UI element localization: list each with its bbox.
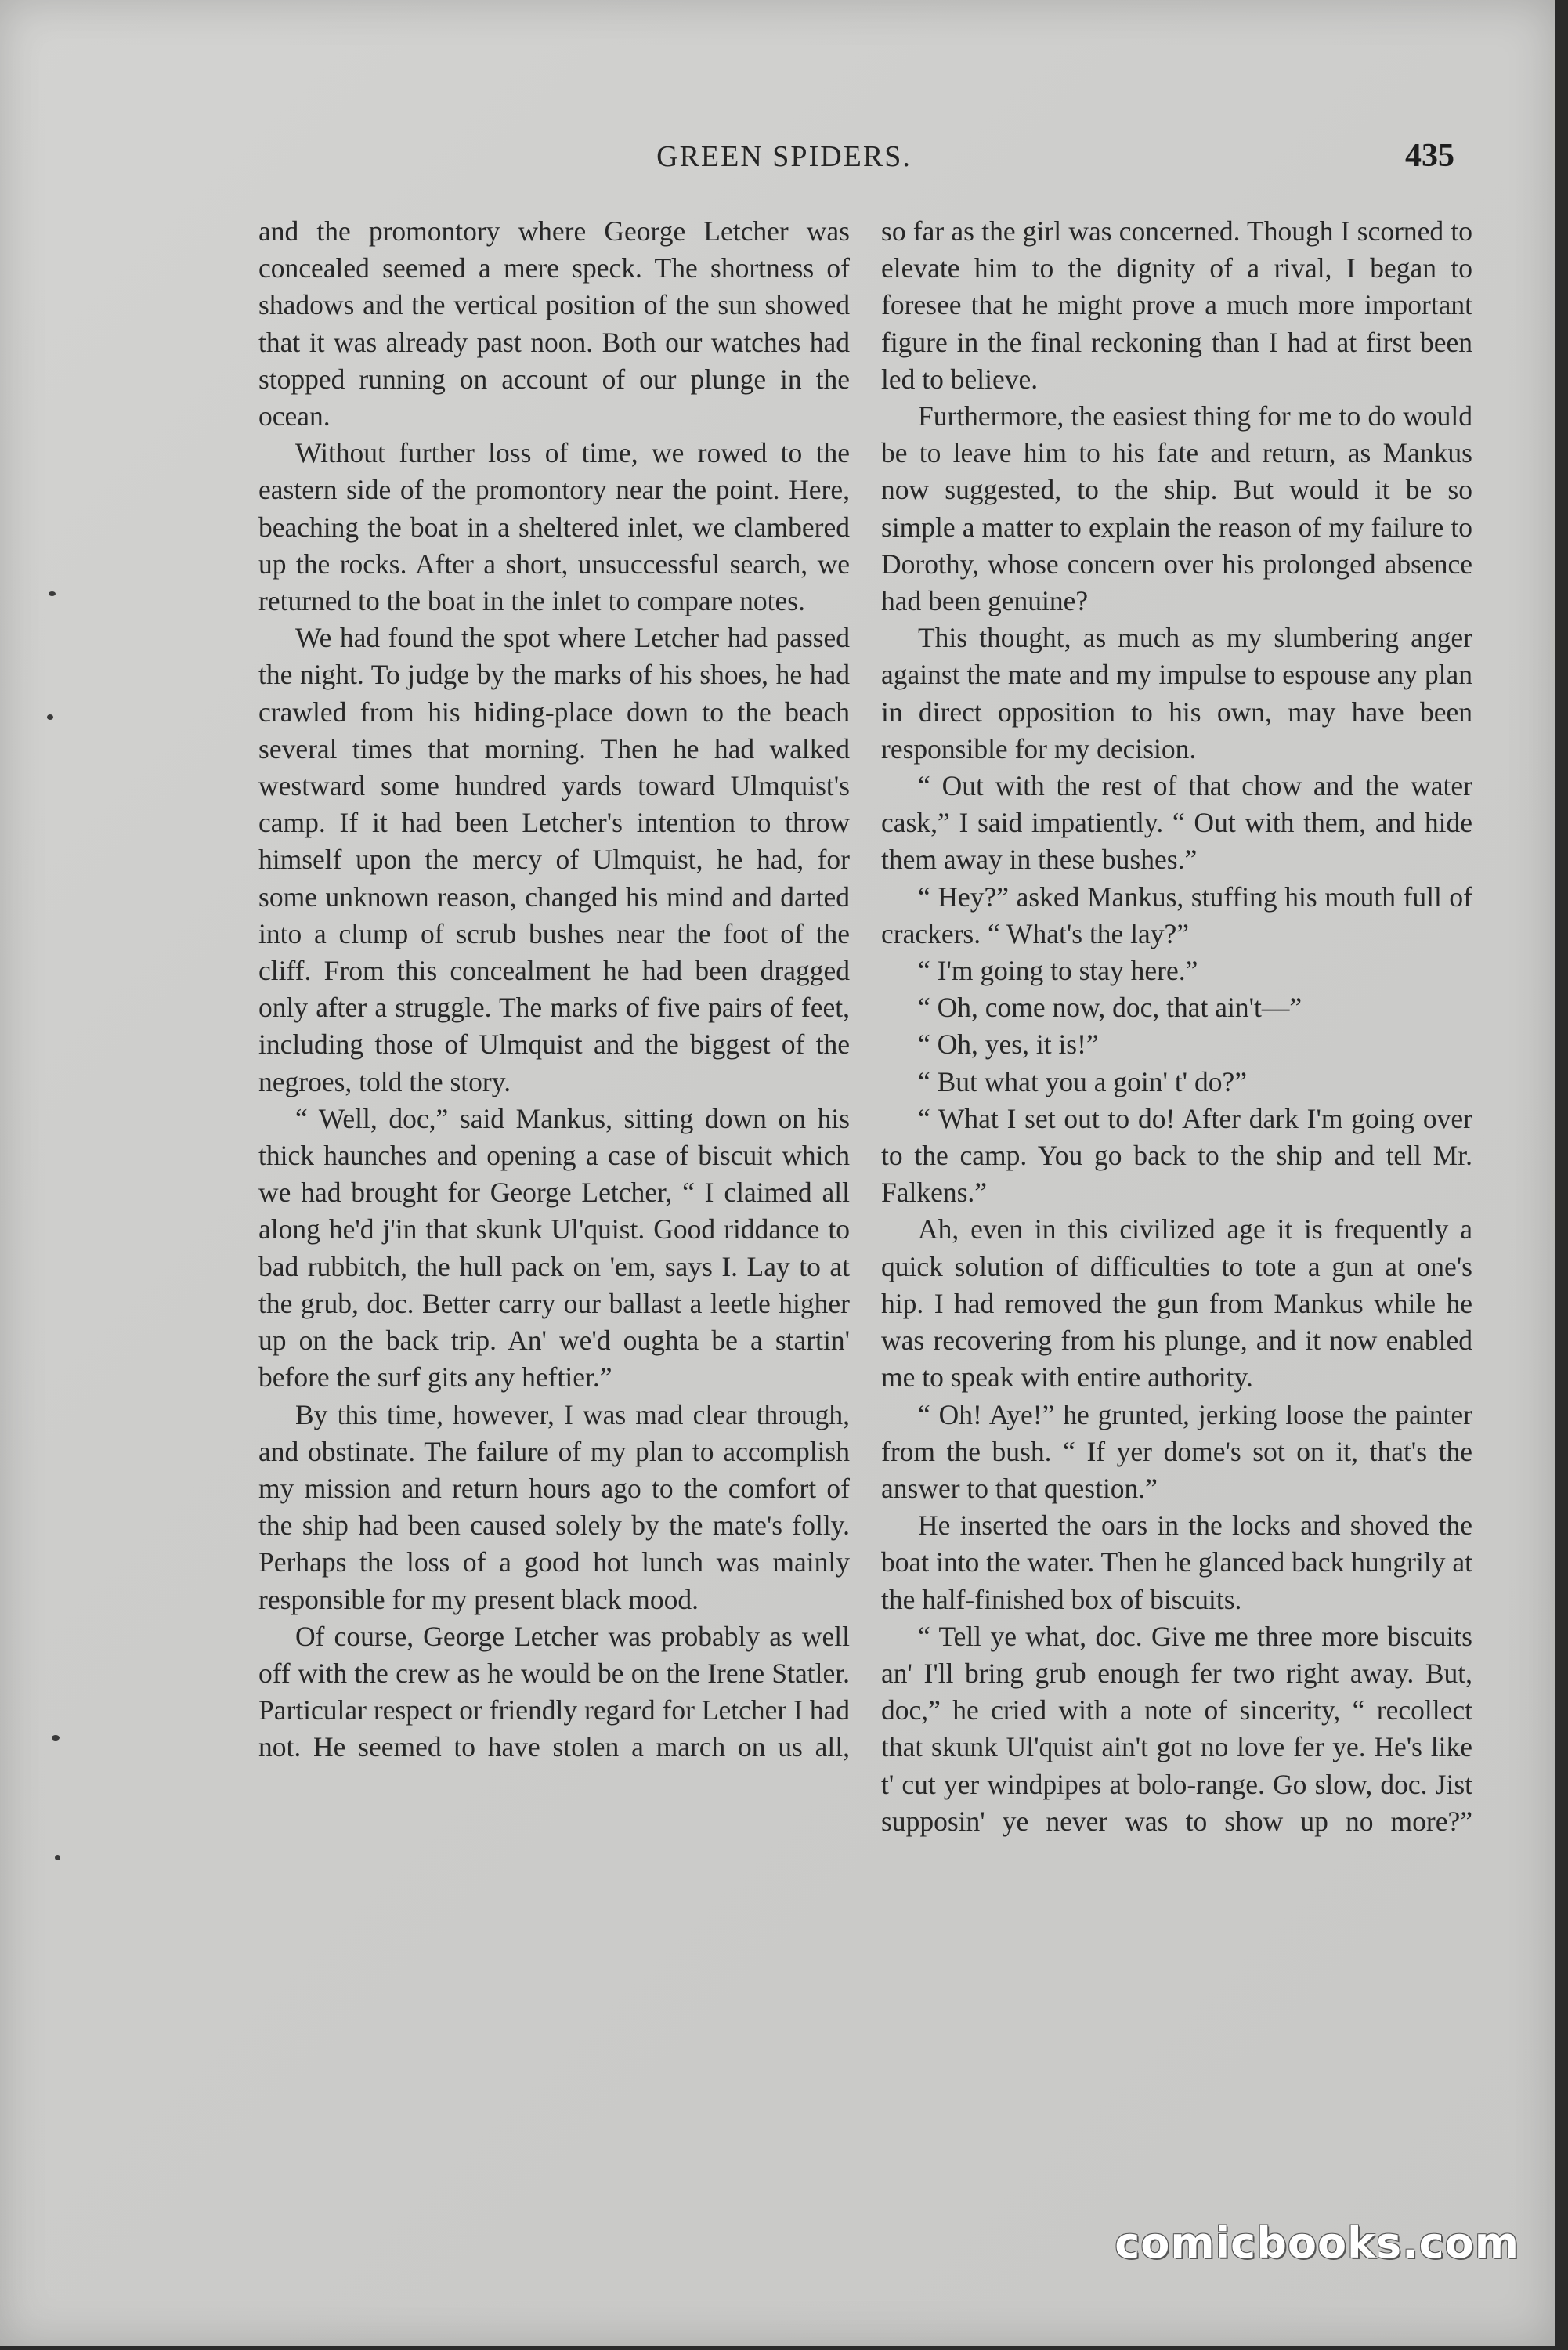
paragraph: “ Out with the rest of that chow and the water cask,” I said impatiently. “ Out with them, and hide them away in these bushes.” — [881, 770, 1472, 876]
paragraph: We had found the spot where Letcher had passed the night. To judge by the marks of his shoes, he had crawled from his hiding-place down to the beach several times that morning. Then he had walked westward some hundred yards toward Ulmquist's camp. If it had been Letcher's intention to throw himself upon the mercy of Ulmquist, he had, for some unknown reason, changed his mind and darted into a clump of scrub bushes near the foot of the cliff. From this concealment he had been dragged only after a struggle. The marks of five pairs of feet, including those of Ulmquist and the biggest of the negroes, told the story. — [258, 622, 850, 1097]
paragraph: “ Hey?” asked Mankus, stuffing his mouth full of crackers. “ What's the lay?” — [881, 880, 1472, 949]
paragraph: “ Well, doc,” said Mankus, sitting down on his thick haunches and opening a case of biscuit which we had brought for George Letcher, “ I claimed all along he'd j'in that skunk Ul'quist. Good riddance to bad rubbitch, the hull pack on 'em, says I. Lay to at the grub, doc. Better carry our ballast a leetle higher up on the back trip. An' we'd oughta be a startin' before the surf gits any heftier.” — [258, 1102, 850, 1394]
paragraph: “ I'm going to stay here.” — [918, 955, 1198, 987]
paragraph: Ah, even in this civilized age it is frequently a quick solution of difficulties to tote a gun at one's hip. I had removed the gun from Mankus while he was recovering from his plunge, and it now enabled me to speak with entire authority. — [881, 1213, 1472, 1394]
paragraph: “ Tell ye what, doc. Give me three more biscuits an' I'll bring grub enough fer two right away. But, doc,” he cried with a note of sincerity, “ recollect that skunk Ul'quist ain't got no love fer ye. He's like t' cut yer windpipes at bolo-range. Go slow, doc. Jist supposin' ye never was to show up no more?” — [881, 1620, 1472, 1837]
running-header-title: GREEN SPIDERS. — [656, 140, 912, 173]
paragraph: “ Oh, come now, doc, that ain't—” — [918, 992, 1302, 1024]
binding-hole-mark — [55, 1855, 60, 1860]
right-column — [881, 213, 1472, 1840]
paragraph: He inserted the oars in the locks and shoved the boat into the water. Then he glanced back hungrily at the half-finished box of biscuits. — [881, 1509, 1472, 1615]
page-number: 435 — [1405, 138, 1454, 174]
binding-hole-mark — [52, 1735, 60, 1741]
paragraph: so far as the girl was concerned. Though I scorned to elevate him to the dignity of a rival, I began to foresee that he might prove a much more important figure in the final reckoning than I had at first been led to believe. — [881, 215, 1472, 395]
paragraph: and the promontory where George Letcher was concealed seemed a mere speck. The shortness of shadows and the vertical position of the sun showed that it was already past noon. Both our watches had stopped running on account of our plunge in the ocean. — [258, 215, 850, 432]
paragraph: “ Oh! Aye!” he grunted, jerking loose the painter from the bush. “ If yer dome's sot on it, that's the answer to that question.” — [881, 1398, 1472, 1504]
paragraph: “ What I set out to do! After dark I'm going over to the camp. You go back to the ship and tell Mr. Falkens.” — [881, 1102, 1472, 1209]
paragraph: “ Oh, yes, it is!” — [918, 1029, 1099, 1061]
binding-hole-mark — [47, 714, 53, 720]
binding-hole-mark — [49, 591, 56, 596]
paragraph: Of course, George Letcher was probably as well off with the crew as he would be on the Irene Statler. Particular respect or friendly regard for Letcher I had not. He seemed to have stolen a march on us all, — [258, 1620, 850, 1763]
watermark-logo: comicbooks.com — [1115, 2218, 1519, 2268]
paragraph: Furthermore, the easiest thing for me to do would be to leave him to his fate and return, as Mankus now suggested, to the ship. But would it be so simple a matter to explain the reason of my failure to Dorothy, whose concern over his prolonged absence had been genuine? — [881, 400, 1472, 617]
paragraph: This thought, as much as my slumbering anger against the mate and my impulse to espouse any plan in direct opposition to his own, may have been responsible for my decision. — [881, 622, 1472, 765]
paragraph: Without further loss of time, we rowed to the eastern side of the promontory near the point. Here, beaching the boat in a sheltered inlet, we clambered up the rocks. After a short, unsuccessful search, we returned to the boat in the inlet to compare notes. — [258, 437, 850, 617]
paragraph: By this time, however, I was mad clear through, and obstinate. The failure of my plan to accomplish my mission and return hours ago to the comfort of the ship had been caused solely by the mate's folly. Perhaps the loss of a good hot lunch was mainly responsible for my present black mood. — [258, 1398, 850, 1615]
paragraph: “ But what you a goin' t' do?” — [918, 1065, 1247, 1097]
left-column — [258, 213, 850, 1766]
